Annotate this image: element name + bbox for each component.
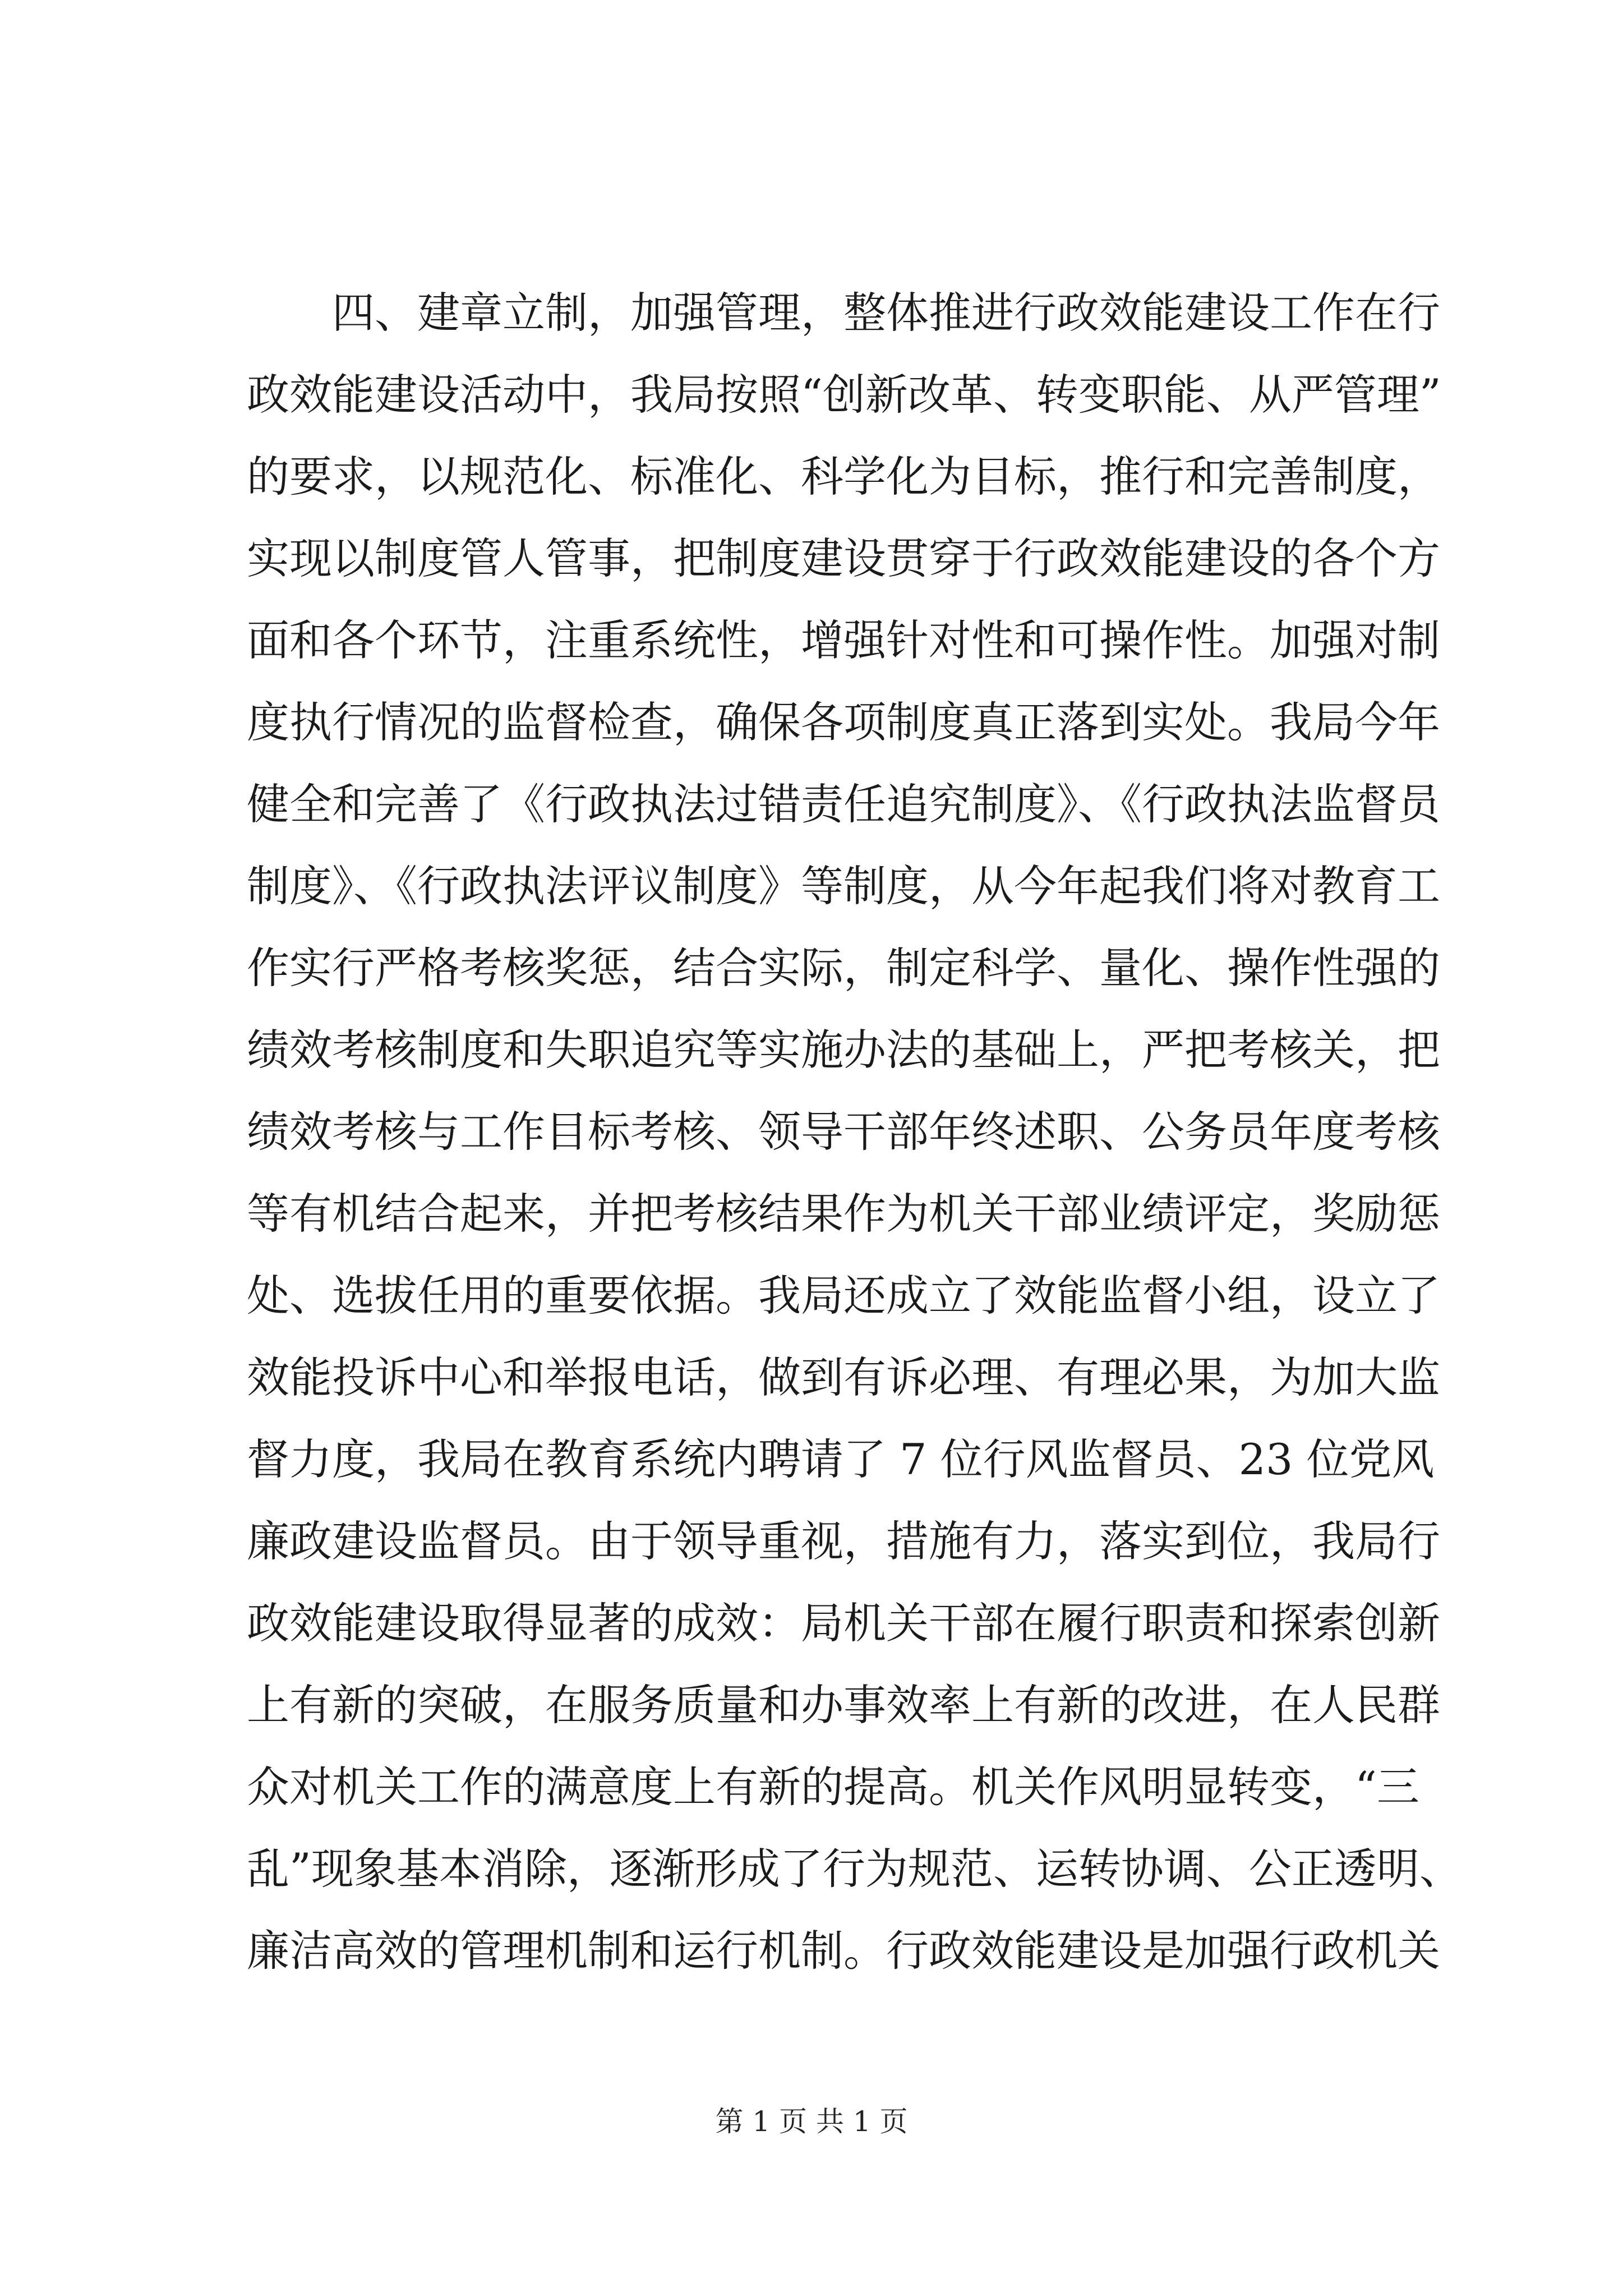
paragraph-line: 政效能建设取得显著的成效：局机关干部在履行职责和探索创新 xyxy=(247,1598,1440,1648)
paragraph-line: 上有新的突破，在服务质量和办事效率上有新的改进，在人民群 xyxy=(247,1680,1440,1730)
paragraph-line: 面和各个环节，注重系统性，增强针对性和可操作性。加强对制 xyxy=(247,615,1440,665)
paragraph-line: 众对机关工作的满意度上有新的提高。机关作风明显转变，“三 xyxy=(247,1762,1419,1812)
paragraph-line: 廉洁高效的管理机制和运行机制。行政效能建设是加强行政机关 xyxy=(247,1926,1440,1976)
paragraph-line: 政效能建设活动中，我局按照“创新改革、转变职能、从严管理” xyxy=(247,370,1441,420)
body-paragraph xyxy=(247,272,1462,1992)
paragraph-line: 廉政建设监督员。由于领导重视，措施有力，落实到位，我局行 xyxy=(247,1516,1440,1566)
paragraph-line: 绩效考核与工作目标考核、领导干部年终述职、公务员年度考核 xyxy=(247,1107,1440,1157)
paragraph-line: 健全和完善了《行政执法过错责任追究制度》、《行政执法监督员 xyxy=(247,779,1440,829)
paragraph-line: 四、建章立制，加强管理，整体推进行政效能建设工作在行 xyxy=(332,288,1440,338)
paragraph-line: 乱”现象基本消除，逐渐形成了行为规范、运转协调、公正透明、 xyxy=(247,1844,1462,1894)
paragraph-line: 督力度，我局在教育系统内聘请了 7 位行风监督员、23 位党风 xyxy=(247,1434,1435,1484)
paragraph-line: 效能投诉中心和举报电话，做到有诉必理、有理必果，为加大监 xyxy=(247,1352,1440,1402)
paragraph-line: 实现以制度管人管事，把制度建设贯穿于行政效能建设的各个方 xyxy=(247,533,1440,583)
paragraph-line: 作实行严格考核奖惩，结合实际，制定科学、量化、操作性强的 xyxy=(247,943,1440,993)
page-number-footer: 第 1 页 共 1 页 xyxy=(715,2105,908,2138)
paragraph-line: 等有机结合起来，并把考核结果作为机关干部业绩评定，奖励惩 xyxy=(247,1189,1440,1239)
paragraph-line: 处、选拔任用的重要依据。我局还成立了效能监督小组，设立了 xyxy=(247,1271,1440,1320)
paragraph-line: 制度》、《行政执法评议制度》等制度，从今年起我们将对教育工 xyxy=(247,861,1440,911)
paragraph-line: 的要求，以规范化、标准化、科学化为目标，推行和完善制度， xyxy=(247,452,1440,501)
paragraph-line: 度执行情况的监督检查，确保各项制度真正落到实处。我局今年 xyxy=(247,697,1440,747)
paragraph-line: 绩效考核制度和失职追究等实施办法的基础上，严把考核关，把 xyxy=(247,1025,1440,1075)
